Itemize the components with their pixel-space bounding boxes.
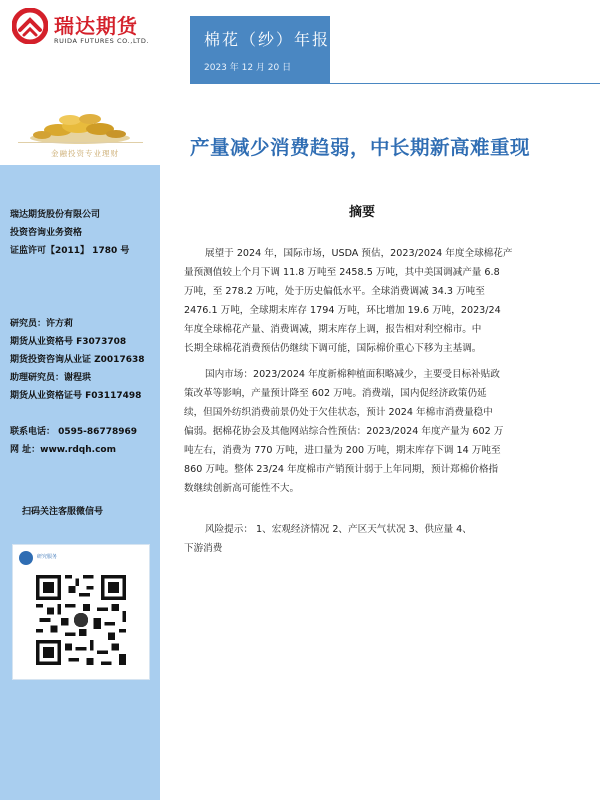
- slogan-divider: [18, 142, 143, 143]
- qr-brand-label: 研究服务: [37, 554, 58, 560]
- paragraph-line: 策改革等影响，产量预计降至 602 万吨。消费端，国内促经济政策仍延: [184, 388, 487, 399]
- report-date: 2023 年 12 月 20 日: [204, 63, 292, 73]
- wechat-qr-card[interactable]: [12, 544, 150, 680]
- paragraph-line: 下游消费: [184, 543, 223, 554]
- ruida-logo-icon: [12, 8, 48, 44]
- header-divider: [330, 83, 600, 84]
- company-logo: [12, 8, 162, 50]
- paragraph-line: 2476.1 万吨，全球期末库存 1794 万吨，环比增加 19.6 万吨，2023/24: [184, 305, 501, 316]
- company-line: 证监许可【2011】 1780 号: [10, 246, 130, 256]
- info-sidebar: [0, 165, 160, 800]
- company-line: 瑞达期货股份有限公司: [10, 210, 101, 220]
- company-name-en: RUIDA FUTURES CO.,LTD.: [54, 37, 150, 45]
- staff-line: 期货投资咨询从业证 Z0017638: [10, 355, 145, 365]
- contact-phone: 联系电话： 0595-86778969: [10, 427, 138, 437]
- brand-badge-icon: [19, 551, 33, 565]
- qr-code-icon: [31, 575, 131, 665]
- paragraph-line: 吨左右，消费为 770 万吨，进口量为 200 万吨，期末库存下调 14 万吨至: [184, 445, 501, 456]
- company-name-cn: 瑞达期货: [54, 14, 138, 38]
- paragraph-line: 偏弱。据棉花协会及其他网站综合性预估：2023/2024 年度产量为 602 万: [184, 426, 504, 437]
- staff-line: 研究员：许方莉: [10, 319, 74, 329]
- qr-prompt: 扫码关注客服微信号: [22, 507, 104, 517]
- staff-line: 期货从业资格证号 F03117498: [10, 391, 142, 401]
- paragraph-line: 长期全球棉花消费预估仍继续下调可能，国际棉价重心下移为主基调。: [184, 343, 482, 354]
- paragraph-line: 数继续创新高可能性不大。: [184, 483, 300, 494]
- staff-line: 期货从业资格号 F3073708: [10, 337, 127, 347]
- paragraph-line: 展望于 2024 年，国际市场，USDA 预估，2023/2024 年度全球棉花产: [205, 248, 513, 259]
- gold-coins-icon: [18, 108, 143, 146]
- staff-line: 助理研究员：谢程珙: [10, 373, 92, 383]
- paragraph-line: 续，但国外纺织消费前景仍处于欠佳状态，预计 2024 年棉市消费量稳中: [184, 407, 493, 418]
- paragraph-line: 860 万吨。整体 23/24 年度棉市产销预计弱于上年同期，预计郑棉价格指: [184, 464, 499, 475]
- paragraph-line: 万吨，至 278.2 万吨，处于历史偏低水平。全球消费调减 34.3 万吨至: [184, 286, 485, 297]
- report-headline: 产量减少消费趋弱，中长期新高难重现: [190, 136, 531, 159]
- slogan: 金融投资专业理财: [51, 149, 119, 158]
- report-title: 棉花（纱）年报: [204, 30, 331, 49]
- paragraph-line: 量预测值较上个月下调 11.8 万吨至 2458.5 万吨，其中美国调减产量 6.8: [184, 267, 500, 278]
- abstract-title: 摘要: [349, 205, 376, 220]
- paragraph-line: 年度全球棉花产量、消费调减，期末库存上调，报告相对利空棉市。中: [184, 324, 482, 335]
- report-banner: [190, 16, 330, 84]
- company-line: 投资咨询业务资格: [10, 228, 83, 238]
- contact-website[interactable]: 网 址：www.rdqh.com: [10, 445, 116, 455]
- paragraph-line: 国内市场：2023/2024 年度新棉种植面积略减少，主要受目标补贴政: [205, 369, 500, 380]
- paragraph-line: 风险提示： 1、宏观经济情况 2、产区天气状况 3、供应量 4、: [205, 524, 472, 535]
